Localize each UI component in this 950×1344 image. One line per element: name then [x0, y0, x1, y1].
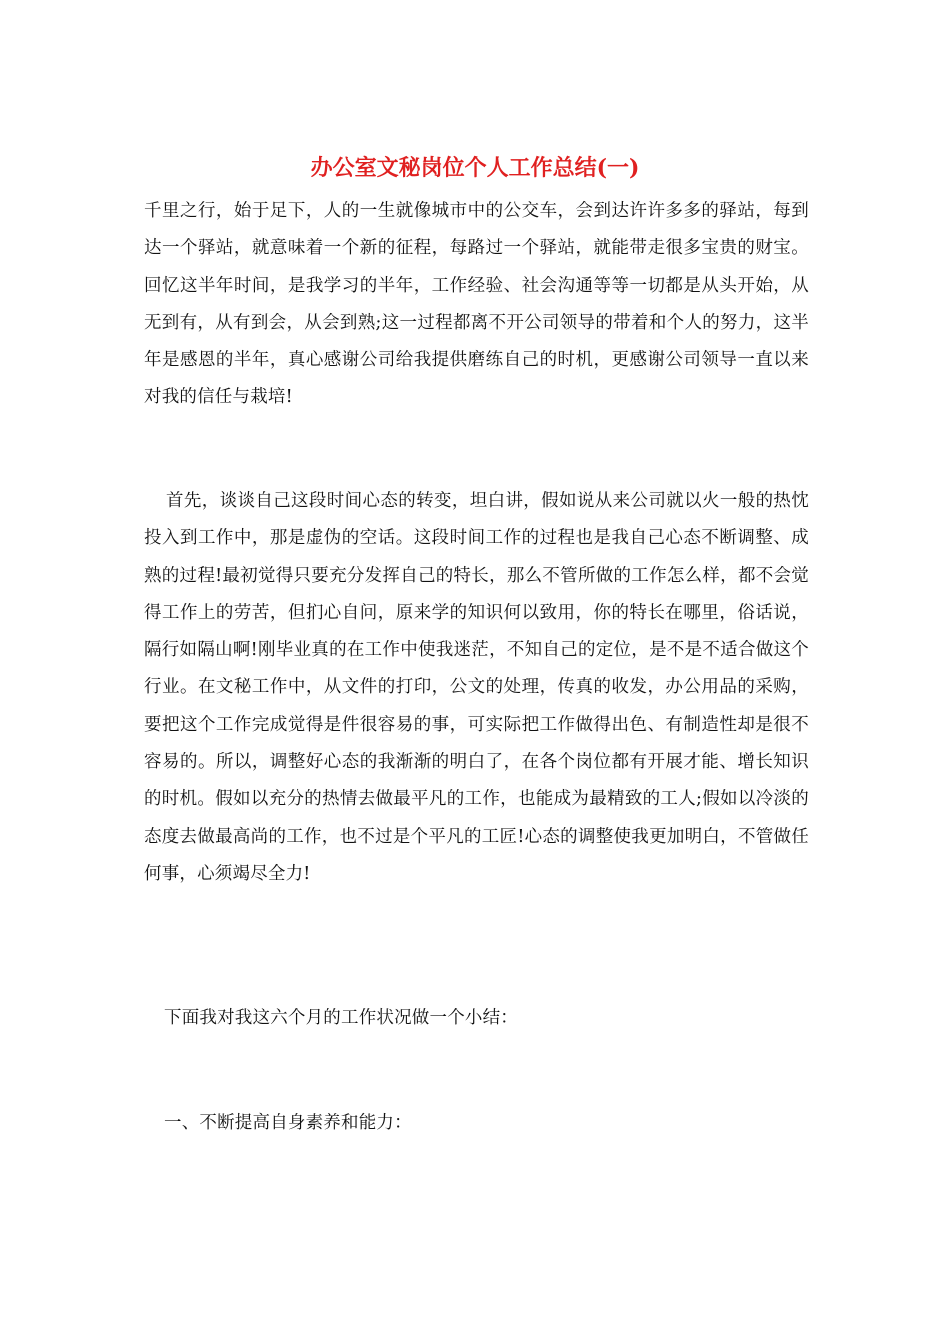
paragraph-intro: 千里之行，始于足下，人的一生就像城市中的公交车，会到达许许多多的驿站，每到达一个驿站，就意味着一个新的征程，每路过一个驿站，就能带走很多宝贵的财宝。回忆这半年时间，是我学习的半年，工作经验、社会沟通等等一切都是从头开始，从无到有，从有到会，从会到熟;这一过程都离不开公司领导的带着和个人的努力，这半年是感恩的半年，真心感谢公司给我提供磨练自己的时机，更感谢公司领导一直以来对我的信任与栽培! — [144, 201, 809, 408]
paragraph-mindset: 首先，谈谈自己这段时间心态的转变，坦白讲，假如说从来公司就以火一般的热忱投入到工作中，那是虚伪的空话。这段时间工作的过程也是我自己心态不断调整、成熟的过程!最初觉得只要充分发挥自己的特长，那么不管所做的工作怎么样，都不会觉得工作上的劳苦，但扪心自问，原来学的知识何以致用，你的特长在哪里，俗话说，隔行如隔山啊!刚毕业真的在工作中使我迷茫，不知自己的定位，是不是不适合做这个行业。在文秘工作中，从文件的打印，公文的处理，传真的收发，办公用品的采购，要把这个工作完成觉得是件很容易的事，可实际把工作做得出色、有制造性却是很不容易的。所以，调整好心态的我渐渐的明白了，在各个岗位都有开展才能、增长知识的时机。假如以充分的热情去做最平凡的工作，也能成为最精致的工人;假如以冷淡的态度去做最高尚的工作，也不过是个平凡的工匠!心态的调整使我更加明白，不管做任何事，心须竭尽全力! — [144, 491, 809, 884]
section-heading-1: 一、不断提高自身素养和能力： — [164, 1113, 412, 1133]
document-title: 办公室文秘岗位个人工作总结(一) — [310, 155, 640, 181]
paragraph-summary-lead: 下面我对我这六个月的工作状况做一个小结： — [164, 1008, 518, 1028]
